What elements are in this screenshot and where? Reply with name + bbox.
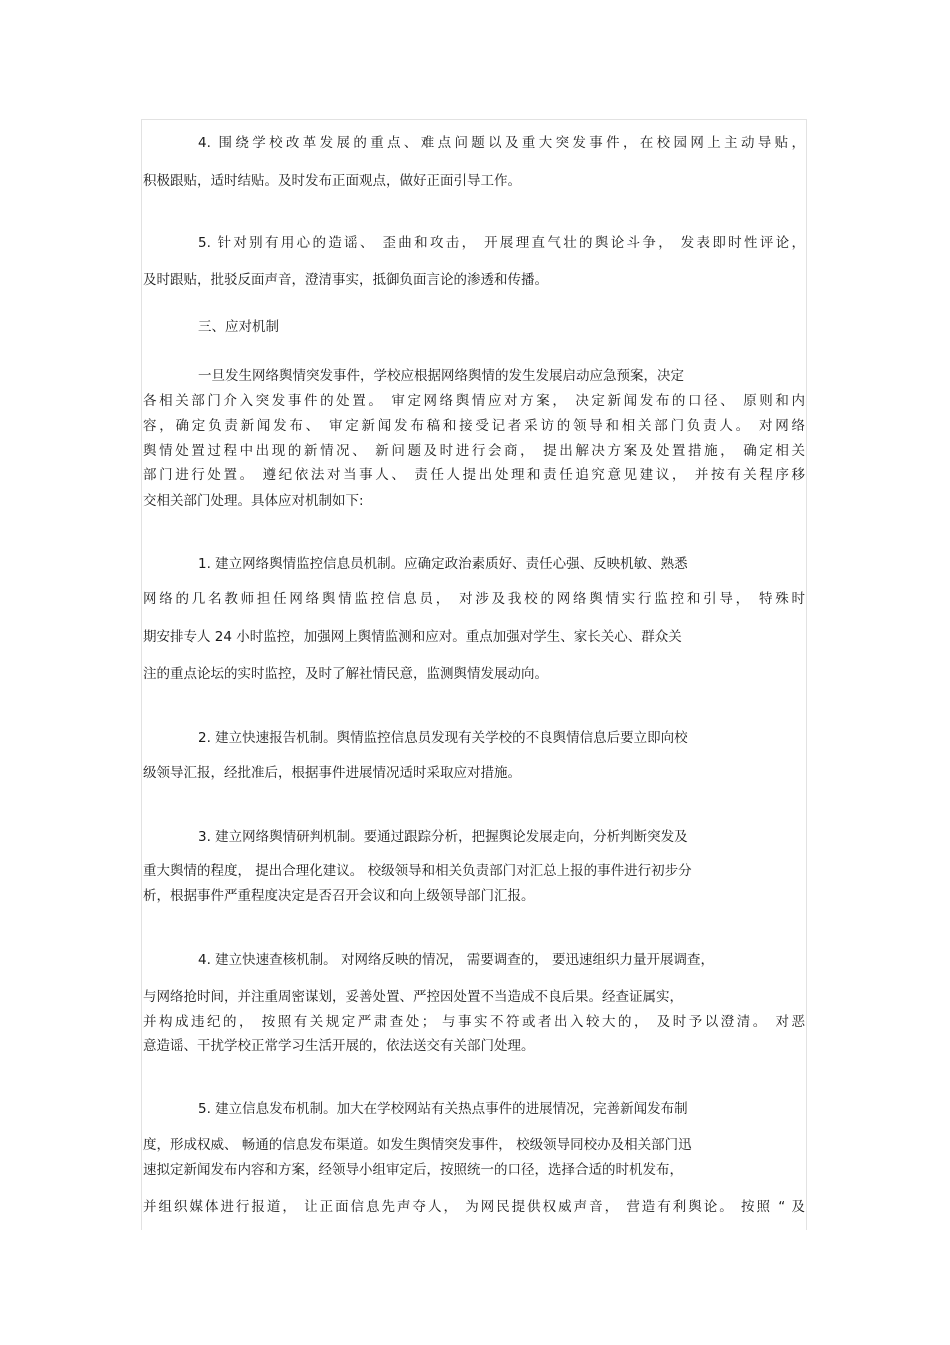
item-4-line-1: 4. 围绕学校改革发展的重点、难点问题以及重大突发事件，在校园网上主动导贴， bbox=[198, 135, 805, 151]
intro-line-6: 交相关部门处理。具体应对机制如下: bbox=[143, 493, 364, 509]
mechanism-3-line-3: 析，根据事件严重程度决定是否召开会议和向上级领导部门汇报。 bbox=[143, 888, 535, 904]
mechanism-4-line-4: 意造谣、干扰学校正常学习生活开展的，依法送交有关部门处理。 bbox=[143, 1038, 535, 1054]
mechanism-2-line-1: 2. 建立快速报告机制。舆情监控信息员发现有关学校的不良舆情信息后要立即向校 bbox=[198, 730, 688, 746]
mechanism-5-line-4: 并组织媒体进行报道， 让正面信息先声夺人， 为网民提供权威声音， 营造有利舆论。 按照 “ 及 bbox=[143, 1199, 805, 1215]
mechanism-3-line-1: 3. 建立网络舆情研判机制。要通过跟踪分析，把握舆论发展走向，分析判断突发及 bbox=[198, 829, 688, 845]
item-5-line-1: 5. 针对别有用心的造谣、 歪曲和攻击， 开展理直气壮的舆论斗争， 发表即时性评论， bbox=[198, 235, 805, 251]
mechanism-2-line-2: 级领导汇报，经批准后，根据事件进展情况适时采取应对措施。 bbox=[143, 765, 521, 781]
mechanism-1-line-4: 注的重点论坛的实时监控，及时了解社情民意，监测舆情发展动向。 bbox=[143, 666, 548, 682]
intro-line-2: 各相关部门介入突发事件的处置。 审定网络舆情应对方案， 决定新闻发布的口径、 原则和内 bbox=[143, 393, 805, 409]
item-4-line-2: 积极跟贴，适时结贴。及时发布正面观点，做好正面引导工作。 bbox=[143, 173, 521, 189]
mechanism-4-line-3: 并构成违纪的， 按照有关规定严肃查处； 与事实不符或者出入较大的， 及时予以澄清。 对恶 bbox=[143, 1014, 805, 1030]
item-5-line-2: 及时跟贴，批驳反面声音，澄清事实，抵御负面言论的渗透和传播。 bbox=[143, 272, 548, 288]
intro-line-4: 舆情处置过程中出现的新情况、 新问题及时进行会商， 提出解决方案及处置措施， 确定相关 bbox=[143, 443, 805, 459]
mechanism-4-line-2: 与网络抢时间，并注重周密谋划，妥善处置、严控因处置不当造成不良后果。经查证属实， bbox=[143, 989, 683, 1005]
mechanism-5-line-2: 度，形成权威、 畅通的信息发布渠道。如发生舆情突发事件， 校级领导同校办及相关部门迅 bbox=[143, 1137, 692, 1153]
mechanism-5-line-1: 5. 建立信息发布机制。加大在学校网站有关热点事件的进展情况，完善新闻发布制 bbox=[198, 1101, 688, 1117]
mechanism-1-line-1: 1. 建立网络舆情监控信息员机制。应确定政治素质好、责任心强、反映机敏、熟悉 bbox=[198, 556, 688, 572]
intro-line-5: 部门进行处置。 遵纪依法对当事人、 责任人提出处理和责任追究意见建议， 并按有关程序移 bbox=[143, 467, 805, 483]
intro-line-1: 一旦发生网络舆情突发事件，学校应根据网络舆情的发生发展启动应急预案，决定 bbox=[198, 368, 684, 384]
mechanism-4-line-1: 4. 建立快速查核机制。 对网络反映的情况， 需要调查的， 要迅速组织力量开展调查， bbox=[198, 952, 715, 968]
mechanism-1-line-3: 期安排专人 24 小时监控，加强网上舆情监测和应对。重点加强对学生、家长关心、群众关 bbox=[143, 629, 682, 645]
mechanism-5-line-3: 速拟定新闻发布内容和方案，经领导小组审定后，按照统一的口径，选择合适的时机发布， bbox=[143, 1162, 683, 1178]
section-heading: 三、应对机制 bbox=[198, 319, 279, 335]
mechanism-3-line-2: 重大舆情的程度， 提出合理化建议。 校级领导和相关负责部门对汇总上报的事件进行初步分 bbox=[143, 863, 692, 879]
mechanism-1-line-2: 网络的几名教师担任网络舆情监控信息员， 对涉及我校的网络舆情实行监控和引导， 特殊时 bbox=[143, 591, 805, 607]
intro-line-3: 容，确定负责新闻发布、 审定新闻发布稿和接受记者采访的领导和相关部门负责人。 对网络 bbox=[143, 418, 805, 434]
